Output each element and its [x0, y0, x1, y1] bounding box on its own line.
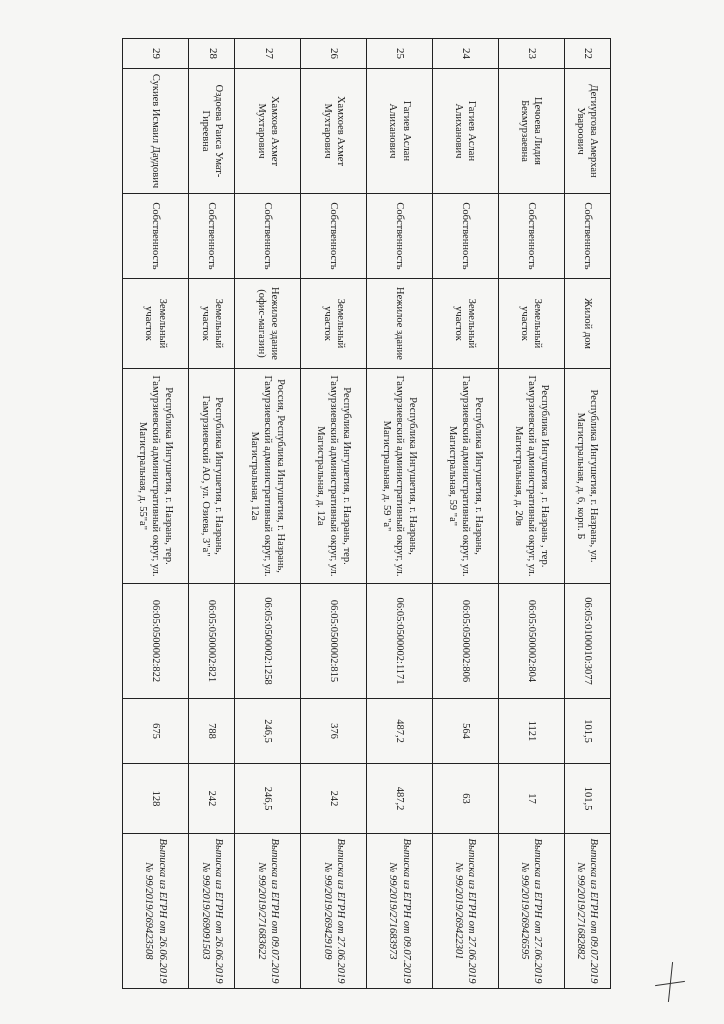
object-type: Нежилое здание — [367, 279, 433, 369]
share-value: 242 — [188, 764, 234, 834]
document-reference — [564, 834, 610, 989]
document-number: № 99/2019/271683622 — [255, 862, 267, 960]
document-reference — [367, 834, 433, 989]
document-title: Выписка из ЕГРН от 27.06.2019 — [334, 838, 346, 984]
document-reference — [123, 834, 189, 989]
share-value: 63 — [432, 764, 498, 834]
document-number: № 99/2019/269429109 — [321, 862, 333, 960]
address: Республика Ингушетия, г. Назрань, Гамурзиевский административный округ, ул. Магистральная, д. 59 "а" — [367, 369, 433, 584]
right-type: Собственность — [123, 194, 189, 279]
row-number: 24 — [432, 39, 498, 69]
table-body — [123, 39, 611, 989]
area-value: 487,2 — [367, 699, 433, 764]
cadastral-number: 06:05:0500002:804 — [498, 584, 564, 699]
row-number: 29 — [123, 39, 189, 69]
right-type: Собственность — [498, 194, 564, 279]
owner-name: Оздоева Раиса Умат-Гиреевна — [188, 69, 234, 194]
cadastral-number: 06:05:0500002:822 — [123, 584, 189, 699]
owner-name: Сукиев Исмаил Даудович — [123, 69, 189, 194]
table-row — [235, 39, 301, 989]
table-row — [301, 39, 367, 989]
document-number: № 99/2019/269423508 — [143, 862, 155, 960]
cadastral-number: 06:05:0100010:3077 — [564, 584, 610, 699]
document-title: Выписка из ЕГРН от 09.07.2019 — [400, 838, 412, 984]
share-value: 101,5 — [564, 764, 610, 834]
row-number: 25 — [367, 39, 433, 69]
object-type: Земельный участок — [188, 279, 234, 369]
document-title: Выписка из ЕГРН от 09.07.2019 — [268, 838, 280, 984]
row-number: 23 — [498, 39, 564, 69]
object-type: Земельный участок — [498, 279, 564, 369]
area-value: 1121 — [498, 699, 564, 764]
address: Республика Ингушетия, г. Назрань, Гамурзиевский АО, ул. Озиева, 3"а" — [188, 369, 234, 584]
right-type: Собственность — [188, 194, 234, 279]
row-number: 26 — [301, 39, 367, 69]
address: Россия, Республика Ингушетия, г. Назрань, Гамурзиевский административный округ, ул. Магистральная, 12а — [235, 369, 301, 584]
share-value: 487,2 — [367, 764, 433, 834]
row-number: 28 — [188, 39, 234, 69]
property-table — [122, 38, 611, 989]
owner-name: Дегиургова Амерхан Увароович — [564, 69, 610, 194]
table-row — [188, 39, 234, 989]
object-type: Земельный участок — [123, 279, 189, 369]
address: Республика Ингушетия, г. Назрань, тер. Гамурзиевский административный округ, ул. Магистральная, д. 12а — [301, 369, 367, 584]
table-row — [564, 39, 610, 989]
share-value: 242 — [301, 764, 367, 834]
object-type: Земельный участок — [432, 279, 498, 369]
document-reference — [432, 834, 498, 989]
address: Республика Ингушетия , г. Назрань , тер. Гамурзиевский административный округ, ул. Магистральная, д. 20в — [498, 369, 564, 584]
share-value: 128 — [123, 764, 189, 834]
area-value: 246,5 — [235, 699, 301, 764]
document-number: № 99/2019/269091503 — [199, 862, 211, 960]
table-row — [498, 39, 564, 989]
right-type: Собственность — [432, 194, 498, 279]
cadastral-number: 06:05:0500002:1171 — [367, 584, 433, 699]
row-number: 22 — [564, 39, 610, 69]
object-type: Земельный участок — [301, 279, 367, 369]
object-type: Жилой дом — [564, 279, 610, 369]
document-number: № 99/2019/269426595 — [519, 862, 531, 960]
share-value: 246,5 — [235, 764, 301, 834]
owner-name: Хамхоев Ахмет Мухтарович — [235, 69, 301, 194]
document-reference — [498, 834, 564, 989]
area-value: 376 — [301, 699, 367, 764]
right-type: Собственность — [367, 194, 433, 279]
address: Республика Ингушетия, г. Назрань, ул. Магистральная, д. 6, корп. Б — [564, 369, 610, 584]
document-reference — [188, 834, 234, 989]
cadastral-number: 06:05:0500002:1258 — [235, 584, 301, 699]
share-value: 17 — [498, 764, 564, 834]
area-value: 564 — [432, 699, 498, 764]
object-type: Нежилое здание (офис-магазин) — [235, 279, 301, 369]
document-reference — [301, 834, 367, 989]
cadastral-number: 06:05:0500002:815 — [301, 584, 367, 699]
rotated-table-container — [122, 38, 611, 988]
owner-name: Цечоева Лидия Бекмурзаевна — [498, 69, 564, 194]
area-value: 101,5 — [564, 699, 610, 764]
document-title: Выписка из ЕГРН от 26.06.2019 — [156, 838, 168, 984]
table-row — [123, 39, 189, 989]
document-title: Выписка из ЕГРН от 27.06.2019 — [532, 838, 544, 984]
table-row — [432, 39, 498, 989]
document-title: Выписка из ЕГРН от 27.06.2019 — [466, 838, 478, 984]
owner-name: Гагиев Аслан Алиханович — [367, 69, 433, 194]
document-reference — [235, 834, 301, 989]
owner-name: Гагиев Аслан Алиханович — [432, 69, 498, 194]
cadastral-number: 06:05:0500002:806 — [432, 584, 498, 699]
address: Республика Ингушетия, г. Назрань, тер. Гамурзиевский административный округ, ул. Магистральная, д. 55"а" — [123, 369, 189, 584]
area-value: 788 — [188, 699, 234, 764]
right-type: Собственность — [235, 194, 301, 279]
row-number: 27 — [235, 39, 301, 69]
right-type: Собственность — [564, 194, 610, 279]
address: Республика Ингушетия, г. Назрань, Гамурзиевский административный округ, ул. Магистральная, 59 "а" — [432, 369, 498, 584]
document-number: № 99/2019/271683973 — [387, 862, 399, 960]
area-value: 675 — [123, 699, 189, 764]
document-number: № 99/2019/271682882 — [575, 862, 587, 960]
document-number: № 99/2019/269422301 — [453, 862, 465, 960]
document-title: Выписка из ЕГРН от 09.07.2019 — [588, 838, 600, 984]
document-title: Выписка из ЕГРН от 26.06.2019 — [212, 838, 224, 984]
right-type: Собственность — [301, 194, 367, 279]
table-row — [367, 39, 433, 989]
owner-name: Хамхоев Ахмет Мухтарович — [301, 69, 367, 194]
cadastral-number: 06:05:0500002:821 — [188, 584, 234, 699]
